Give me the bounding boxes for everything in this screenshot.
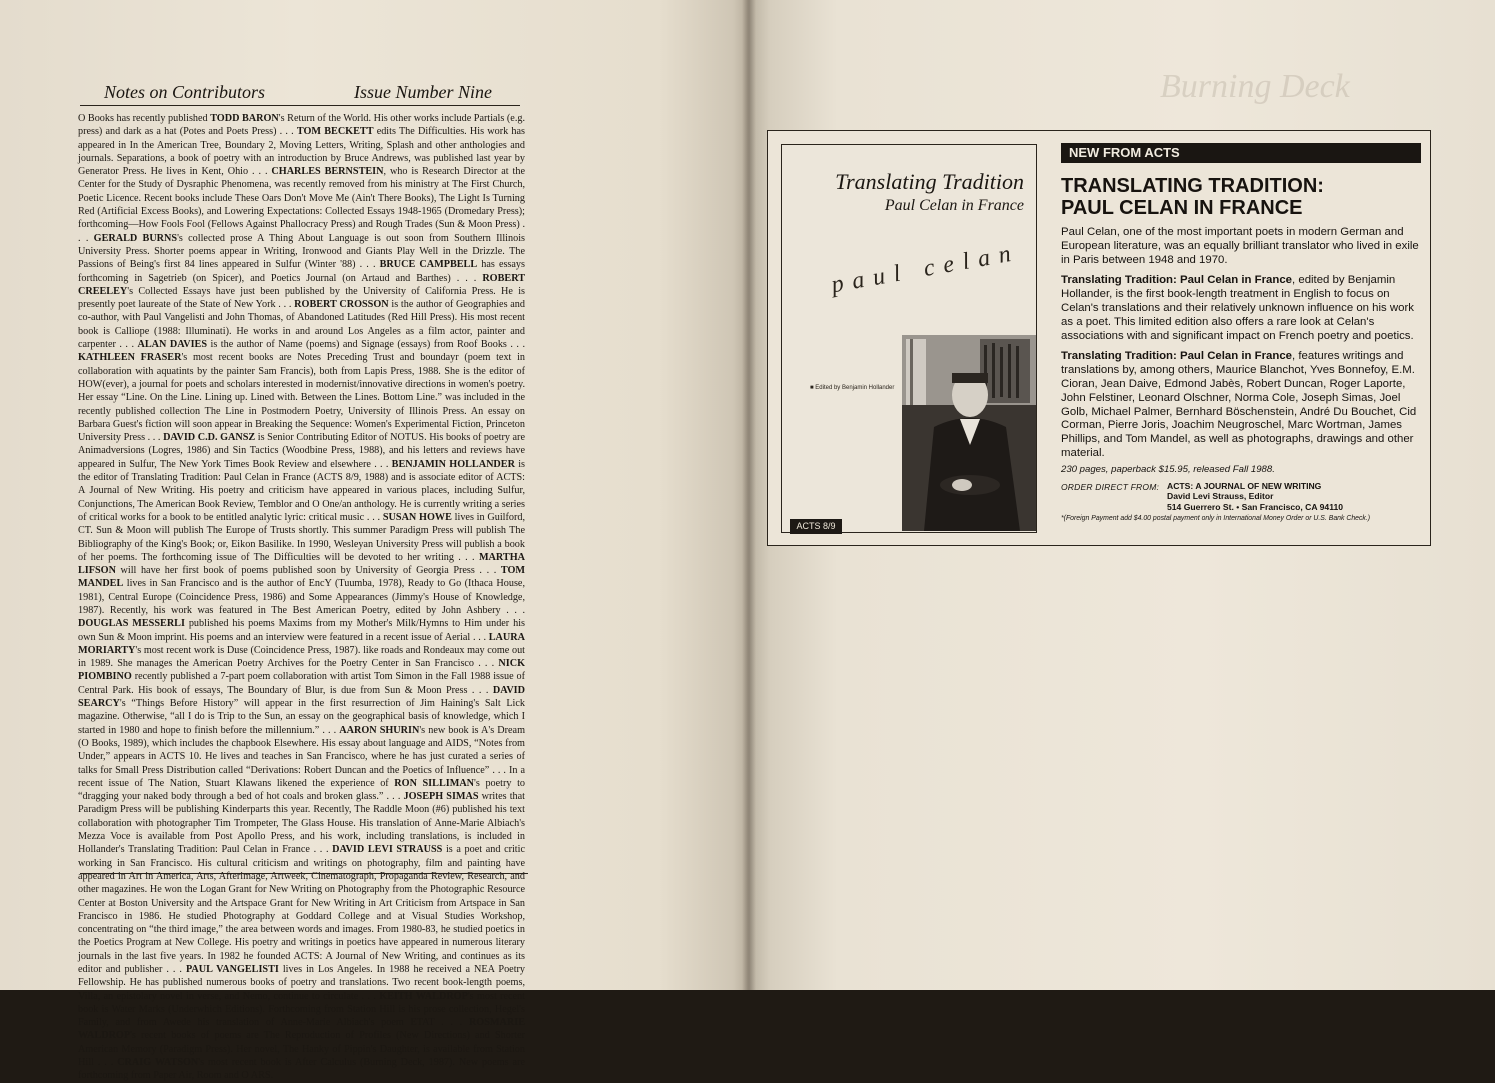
contributor-name: RON SILLIMAN	[394, 777, 475, 789]
contributor-note: , who is Research Director at the Center for the Study of Dysraphic Phenomena, was recently removed from his ministry at The First Church, Poetic Licence. Recent books include These Oars Don't Move Me (Ain't There Books), The Light Is Turning Red (Artificial Excess Books), and Lowering Expectations: Collected Essays 1948-1965 (Dromedary Press); forthcoming—How Fools Fool (Fellows Against Phallocracy Press) and Rough Trades (Sun & Moon Press) . . .	[78, 166, 525, 244]
running-header	[80, 82, 520, 106]
contributors-text	[78, 112, 525, 1083]
book-details: 230 pages, paperback $15.95, released Fall 1988.	[1061, 463, 1275, 475]
contributor-name: NICK PIOMBINO	[78, 658, 525, 683]
contributor-note: 's poetry to “dragging your naked body through a bed of hot coals and broken glass.” . . .	[78, 777, 525, 803]
header-issue-number: Issue Number Nine	[354, 82, 492, 102]
ad-paragraph-3	[1061, 350, 1421, 460]
contributor-note: 's Return of the World. His other works include Partials (e.g. press) and dark as a hat (Potes and Poets Press) . . .	[78, 113, 526, 138]
contributor-note: lives in Los Angeles. In 1988 he received a NEA Poetry Fellowship. He has published numerous books of poetry and translations. Two recent book-length poems, Villa, an epistolary novel in verse, and Nemo, continue to circulate . . .	[78, 964, 526, 1002]
contributor-name: ALAN DAVIES	[137, 339, 208, 351]
contributor-note: 's Collected Essays have just been published by the University of California Press. He is presently poet laureate of the State of New York . . .	[78, 285, 525, 311]
contributor-note: is the editor of Translating Tradition: Paul Celan in France (ACTS 8/9, 1988) and is associate editor of ACTS: A Journal of New Writing. His poetry and criticism have appeared in various places, including Sulfur, Conjunctions, The American Book Review, Temblor and O One/an anthology. He is currently writing a series of critical works for a book to be entitled analytic lyric: critical music . . .	[78, 458, 526, 523]
contributor-name: DAVID SEARCY	[78, 684, 525, 710]
contributor-name: BRUCE CAMPBELL	[379, 259, 478, 271]
contributor-name: LAURA MORIARTY	[78, 631, 525, 656]
contributor-note: is Senior Contributing Editor of NOTUS. His books of poetry are Animadversions (Logres, 1986) and Sin Tactics (Woodbine Press, 1988), and his letters and reviews have appeared in Sulfur, The New York Times Book Review and elsewhere . . .	[78, 432, 525, 470]
order-label: ORDER DIRECT FROM:	[1061, 481, 1160, 492]
left-page	[0, 0, 748, 1082]
contributor-name: DAVID LEVI STRAUSS	[332, 844, 443, 856]
contributor-name: BENJAMIN HOLLANDER	[391, 458, 515, 470]
advertisement-box	[767, 130, 1431, 546]
contributor-name: GERALD BURNS	[93, 232, 178, 244]
contributor-note: 's recent books of poems are The Reproduction of Profiles (New Directions) and Shorter American Memory (Paradigm Press). Her novel, The Hanky of Pippin's Daughter, is available from Station Hill . . .	[78, 1030, 525, 1069]
book-title-bold: Translating Tradition: Paul Celan in France	[1061, 350, 1293, 363]
author-photo	[902, 335, 1036, 531]
new-from-acts-banner: NEW FROM ACTS	[1061, 143, 1421, 163]
cover-editor-credit: ■ Edited by Benjamin Hollander	[810, 385, 895, 391]
contributor-name: MARTHA LIFSON	[78, 551, 525, 577]
contributor-note: is a poet and critic working in San Francisco. His cultural criticism and writings on photography, film and painting have appeared in Art in America, Arts, Afterimage, Artweek, Cinematograph, Propaganda Review, Research, and other magazines. He won the Logan Grant for New Writing on Photography from the Photographic Resource Center at Boston University and the Artspace Grant for New Writing in Art Criticism from Artspace in San Francisco in 1986. He studied Photography at Goddard College and at Visual Studies Workshop, concentrating on “the third image,” the area between words and images. From 1980-83, he studied poetics in the Poetics Program at New College. His poetry and writings in poetics have appeared in numerous literary journals in the last five years. In 1982 he founded ACTS: A Journal of New Writing, and continues as its editor and publisher . . .	[78, 844, 525, 975]
cover-subtitle: Paul Celan in France	[884, 197, 1024, 214]
ad-paragraph-2	[1061, 274, 1421, 343]
contributor-note: is the author of Name (poems) and Signage (essays) from Roof Books . . .	[207, 339, 525, 351]
cover-title: Translating Tradition	[835, 169, 1024, 194]
ad-paragraph-1: Paul Celan, one of the most important poets in modern German and European literature, was an equally brilliant translator who lived in exile in Paris between 1948 and 1970.	[1061, 226, 1419, 266]
contributor-note: lives in Guilford, CT. Sun & Moon will publish The Europe of Trusts shortly. This summer Paradigm Press will publish The Bibliography of the King's Book; or, Eikon Basilike. In 1990, Wesleyan University Press will publish a book of her poems. The forthcoming issue of The Difficulties will be devoted to her writing . . .	[78, 511, 526, 563]
order-street: 514 Guerrero St. • San Francisco, CA 94110	[1167, 501, 1344, 512]
contributor-name: PAUL VANGELISTI	[185, 964, 279, 975]
contributor-note: 's collected prose A Thing About Language is out soon from Southern Illinois University Press. Shorter poems appear in Writing, Ironwood and Giants Play Well in the Drizzle. The Passions of Being's first 84 lines appeared in Sulfur (Winter '88) . . .	[78, 232, 525, 271]
signature-text: paul celan	[829, 239, 1022, 299]
book-title-bold: Translating Tradition: Paul Celan in France	[1061, 274, 1293, 287]
order-publisher: ACTS: A JOURNAL OF NEW WRITING	[1167, 480, 1322, 491]
contributor-name: ROSMARIE WALDROP	[78, 1017, 525, 1042]
headline-line-1: TRANSLATING TRADITION:	[1061, 175, 1324, 197]
contributor-name: SUSAN HOWE	[382, 511, 452, 523]
contributor-note: will have her first book of poems published soon by University of Georgia Press . . .	[115, 565, 501, 577]
cover-series-tag: ACTS 8/9	[790, 519, 842, 534]
contributor-name: KATHLEEN FRASER	[78, 352, 182, 364]
foreign-payment-note: *(Foreign Payment add $4.00 postal payment only in International Money Order or U.S. Bank Check.)	[1061, 514, 1371, 522]
contributor-name: AARON SHURIN	[339, 724, 420, 736]
show-through-title: Burning Deck	[1160, 68, 1350, 105]
contributor-note: 's “Things Before History” will appear in the first resurrection of Jim Haining's Salt Lick magazine. Otherwise, “all I do is Trip to the Sun, an essay on the geographical basis of knowledge, which I started in 1980 and hope to finish before the millennium.” . . .	[78, 698, 525, 736]
contributor-note: O Books has recently published	[78, 113, 211, 124]
contributor-name: CRAIG WATSON	[117, 1057, 199, 1069]
headline-line-2: PAUL CELAN IN FRANCE	[1061, 197, 1303, 219]
paragraph-2-text: , edited by Benjamin Hollander, is the first book-length treatment in English to focus on Celan's translations and their relatively unknown influence on his work as a poet. This limited edition also offers a rare look at Celan's associations with and significant impact on French poetry and poetics.	[1061, 274, 1414, 342]
contributor-note: writes that Paradigm Press will be publishing Kinderparts this year. Recently, The Raddle Moon (#6) published his text collaboration with photographer Tim Trompeter, The Glass House. His translation of Anne-Marie Albiach's Mezza Voce is available from Post Apollo Press, and his work, including translations, is included in Hollander's Translating Tradition: Paul Celan in France . . .	[78, 791, 525, 856]
ad-headline	[1061, 175, 1421, 219]
contributor-name: CHARLES BERNSTEIN	[271, 166, 384, 178]
order-info	[1061, 481, 1421, 515]
contributor-name: ROBERT CROSSON	[294, 299, 389, 311]
contributor-name: ROBERT CREELEY	[78, 272, 525, 297]
contributor-note: edits The Difficulties. His work has appeared in In the American Tree, Boundary 2, Moving Letters, Writing, Splash and other anthologies and journals. Separations, a book of poetry with an introduction by Bruce Andrews, was published last year by Generator Press. He lives in Kent, Ohio . . .	[78, 126, 525, 178]
celan-signature	[827, 239, 1022, 306]
contributor-note: recently published a 7-part poem collaboration with artist Tom Simon in the Fall 1988 issue of Central Park. His book of essays, The Boundary of Blur, is due from Sun & Moon Press . . .	[78, 671, 525, 696]
contributor-note: has essays forthcoming in Sagetrieb (on Spicer), and Poetics Journal (on Artaud and Barthes) . . .	[78, 259, 525, 284]
order-editor: David Levi Strauss, Editor	[1167, 491, 1274, 502]
contributor-note: 's most recent books are Notes Preceding Trust and boundayr (poem text in collaboration with aquatints by the painter Sam Francis), both from Lapis Press, 1988. She is the editor of HOW(ever), a journal for poets and scholars interested in modernist/innovative directions in women's poetry. Her essay “Line. On the Line. Lining up. Lined with. Between the Lines. Bottom Line.” was included in the recently published collection The Line in Postmodern Poetry, University of Illinois Press. An essay on Barbara Guest's fiction will soon appear in Breaking the Sequence: Women's Experimental Fiction, Princeton University Press . . .	[78, 352, 525, 444]
contributor-note: lives in San Francisco and is the author of EncY (Tuumba, 1978), Ready to Go (Ithaca House, 1981), Central Europe (Coincidence Press, 1986) and Some Appearances (Jimmy's House of Knowledge, 1987). Recently, his work was featured in The Best American Poetry, edited by John Ashbery . . .	[78, 578, 525, 616]
header-section-title: Notes on Contributors	[104, 82, 266, 102]
contributor-name: DAVID C.D. GANSZ	[163, 432, 256, 444]
book-gutter	[742, 0, 756, 990]
ad-text	[1061, 143, 1421, 522]
contributor-note: published his poems Maxims from my Mother's Milk/Hymns to Him under his own Sun & Moon imprint. His poems and an interview were featured in a recent issue of Aerial . . .	[78, 618, 525, 643]
contributor-note: is the author of Geographies and co-author, with Paul Vangelisti and John Thomas, of Abandoned Latitudes (Red Hill Press). His most recent book is Calliope (1988: Illuminati). He works in and around Los Angeles as a film actor, painter and carpenter . . .	[78, 299, 525, 351]
contributor-name: TODD BARON	[210, 113, 279, 124]
contributor-note: 's most recent book is Water Marks (Underwhich Editions). Forthcoming from Station Hill is his prose collection, Hegel's Family, and from Awede his translation of Anne-Marie Albiach's poem ETAT . . .	[78, 990, 525, 1029]
contributor-name: TOM MANDEL	[78, 565, 525, 590]
paragraph-3-text: , features writings and translations by, among others, Maurice Blanchot, Yves Bonnefoy, E.M. Cioran, Jean Daive, Edmond Jabès, Robert Duncan, Roger Laporte, John Felstiner, Leonard Olschner, Norma Cole, Joseph Simas, Joel Golb, Michael Palmer, Bernhard Böschenstein, André Du Bouchet, Cid Corman, Pierre Joris, Joachim Neugroschel, Marc Wortman, James Phillips, and Tom Mandel, as well as photographs, drawings and other material.	[1061, 350, 1417, 459]
order-address	[1167, 481, 1343, 513]
contributor-name: KEITH WALDROP	[379, 990, 468, 1002]
contributor-note: 's most recent book is After Calculus (Burning Deck, 1987). New poems are forthcoming from Paper Air, Room and O ARS.	[78, 1057, 525, 1082]
footer-rule	[80, 873, 528, 874]
contributor-note: 's most recent work is Duse (Coincidence Press, 1987). like roads and Rondeaux may come out in 1989. She manages the American Poetry Archives for the Poetry Center in San Francisco . . .	[78, 644, 525, 670]
header-rule	[80, 105, 520, 106]
book-cover	[781, 144, 1037, 533]
contributor-name: JOSEPH SIMAS	[403, 791, 479, 803]
contributor-name: DOUGLAS MESSERLI	[78, 618, 185, 630]
contributor-name: TOM BECKETT	[296, 126, 374, 138]
contributor-note: 's new book is A's Dream (O Books, 1989), which includes the chapbook Elsewhere. His essay about language and AIDS, “Notes from Under,” appears in ACTS 10. He lives and teaches in San Francisco, where he has just curated a series of talks for Small Press Distribution called “Derivations: Robert Duncan and the Poetics of Influence” . . . In a recent issue of The Nation, Stuart Klawans likened the experience of	[78, 724, 525, 789]
